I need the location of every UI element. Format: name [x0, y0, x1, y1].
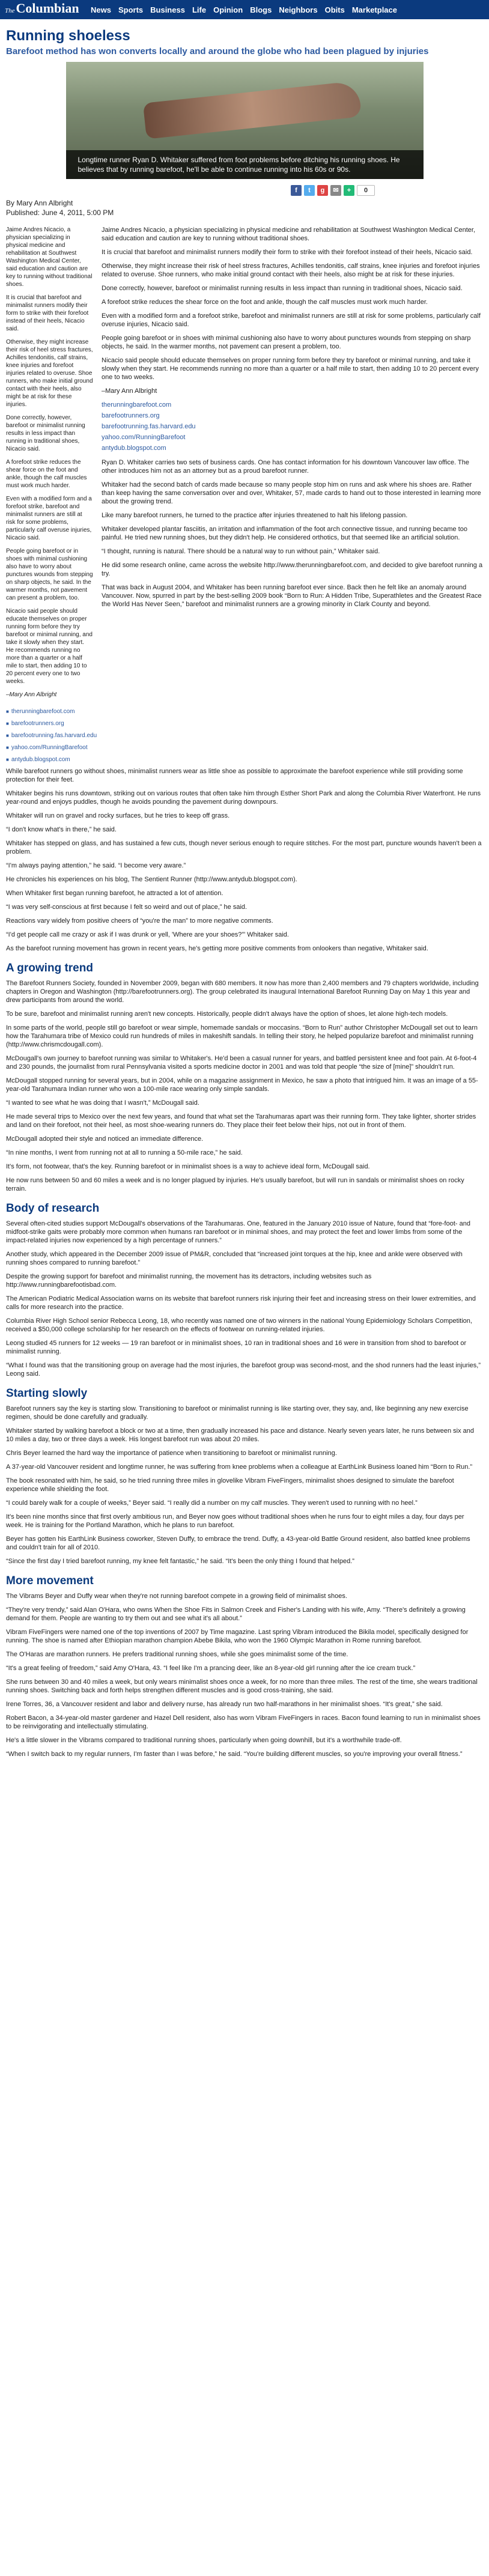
email-icon[interactable]: ✉: [330, 185, 341, 196]
section-heading: A growing trend: [6, 962, 93, 974]
body-paragraph: Despite the growing support for barefoot and minimalist running, the movement has its detractors, including websites such as http://www.runningbarefootisbad.com.: [6, 1273, 372, 1289]
author[interactable]: By Mary Ann Albright: [6, 199, 73, 207]
body-paragraph: As the barefoot running movement has grown in recent years, he's getting more positive comments from onlookers than negative, Whitaker said.: [6, 945, 428, 952]
body-paragraph: The Barefoot Runners Society, founded in November 2009, began with 680 members. It now has more than 2,400 members and 79 chapters worldwide, including chapters in Oregon and Washington (http://barefootrunners.org). The group celebrated its inaugural International Barefoot Running Day on May 1 this year and drew participants from around the world.: [6, 980, 479, 1004]
article-content: [0, 19, 489, 1770]
body-paragraph: Several often-cited studies support McDougall's observations of the Tarahumaras. One, featured in the January 2010 issue of Nature, found that “fore-foot- and midfoot-strike gaits were probably more common when humans ran barefoot or in minimal shoes, and may protect the feet and lower limbs from some of the impact-related injuries now experienced by a high percentage of runners.”: [6, 1220, 470, 1244]
lead-photo[interactable]: [66, 62, 424, 179]
body-paragraph: Vibram FiveFingers were named one of the top inventions of 2007 by Time magazine. Last spring Vibram introduced the Bikila model, specifically designed for running. The shoe is named after Ethiopian marathon champion Abebe Bikila, who won the 1960 Olympic Marathon in Rome running barefoot.: [6, 1629, 469, 1644]
main-link[interactable]: barefootrunning.fas.harvard.edu: [102, 423, 196, 430]
section-heading: More movement: [6, 1575, 94, 1587]
body-paragraph: “They're very trendy,” said Alan O'Hara, who owns When the Shoe Fits in Salmon Creek and Fisher's Landing with his wife, Amy. “There's definitely a growing demand for them. People are wanting to try them out and see what it's all about.”: [6, 1606, 466, 1622]
body-paragraph: She runs between 30 and 40 miles a week, but only wears minimalist shoes once a week, for no more than three miles. The rest of the time, she wears traditional running shoes. Switching back and forth helps strengthen different muscles and is good cross-training, she said.: [6, 1678, 478, 1694]
sidebar-paragraph: Nicacio said people should educate themselves on proper running form before they try barefoot or minimal running, and take it slowly when they start. He recommends running no more than a quarter or a half mile to start, then adding 10 to 20 percent every one to two weeks.: [6, 608, 93, 685]
nav-neighbors[interactable]: Neighbors: [279, 5, 318, 14]
body-paragraph: He's a little slower in the Vibrams compared to traditional running shoes, particularly when going downhill, but it's a worthwhile trade-off.: [6, 1737, 402, 1744]
body-paragraph: He made several trips to Mexico over the next few years, and found that what set the Tarahumaras apart was their running form. They take lighter, shorter strides and land on their forefoot, not their heel, as most shoe-wearing runners do. They place their feet below their hips, not out in front of them.: [6, 1113, 476, 1129]
body-paragraph: The American Podiatric Medical Association warns on its website that barefoot runners risk injuring their feet and increasing stress on their lower extremities, and calls for more research into the practice.: [6, 1295, 476, 1311]
section-heading: Starting slowly: [6, 1387, 88, 1400]
body-paragraph: To be sure, barefoot and minimalist running aren't new concepts. Historically, people didn't always have the option of shoes, let alone high-tech models.: [6, 1010, 448, 1018]
nav-life[interactable]: Life: [192, 5, 207, 14]
sidebar-box: [6, 226, 97, 767]
body-paragraph: Irene Torres, 36, a Vancouver resident and labor and delivery nurse, has already run two half-marathons in her minimalist shoes. “It's great,” she said.: [6, 1701, 443, 1708]
nav-blogs[interactable]: Blogs: [250, 5, 272, 14]
sidebar-paragraph: People going barefoot or in shoes with minimal cushioning also have to worry about punctures wounds from stepping on sharp objects, he said. In the warmer months, not pavement can present a problem, too.: [6, 548, 93, 601]
sidebar-signature: –Mary Ann Albright: [6, 691, 57, 698]
body-paragraph: Beyer has gotten his EarthLink Business coworker, Steven Duffy, to embrace the trend. Duffy, a 43-year-old Battle Ground resident, also battled knee problems and couldn't train for all of 2010.: [6, 1536, 470, 1551]
nav-news[interactable]: News: [91, 5, 111, 14]
sidebar-paragraph: Jaime Andres Nicacio, a physician specializing in physical medicine and rehabilitation at Southwest Washington Medical Center, said education and caution are key to running without traditional shoes.: [6, 226, 93, 288]
body-paragraph: He now runs between 50 and 60 miles a week and is no longer plagued by injuries. He's usually barefoot, but will run in sandals or minimalist shoes on rocky terrain.: [6, 1177, 464, 1192]
nav-obits[interactable]: Obits: [324, 5, 345, 14]
byline: [6, 198, 483, 217]
google-plus-icon[interactable]: g: [317, 185, 328, 196]
body-paragraph: “I could barely walk for a couple of weeks,” Beyer said. “I really did a number on my calf muscles. They weren't used to running with no heel.”: [6, 1499, 418, 1507]
main-nav: [91, 5, 397, 14]
twitter-icon[interactable]: t: [304, 185, 315, 196]
body-paragraph: McDougall's own journey to barefoot running was similar to Whitaker's. He'd been a casual runner for years, and battled persistent knee and foot pain. At 6-foot-4 and 230 pounds, the journalist from rural Pennsylvania visited a sports medicine doctor in 2001 and was told that people “the size of [mine]” shouldn't run.: [6, 1055, 477, 1071]
nav-marketplace[interactable]: Marketplace: [351, 5, 397, 14]
nav-sports[interactable]: Sports: [118, 5, 144, 14]
article-signature: –Mary Ann Albright: [102, 387, 157, 395]
body-paragraph: “I'd get people call me crazy or ask if I was drunk or yell, 'Where are your shoes?'” Whitaker said.: [6, 931, 289, 938]
sidebar-paragraph: A forefoot strike reduces the shear force on the foot and ankle, though the calf muscles must work much harder.: [6, 459, 87, 489]
article-paragraph: It is crucial that barefoot and minimalist runners modify their form to strike with their forefoot instead of their heels, Nicacio said.: [102, 249, 473, 256]
main-links: [102, 401, 483, 453]
body-paragraph: “In nine months, I went from running not at all to running a 50-mile race,” he said.: [6, 1149, 243, 1156]
article-paragraph: Nicacio said people should educate themselves on proper running form before they try barefoot or minimal running, and take it slowly when they start. He recommends running no more than a quarter or a half mile to start, then adding 10 to 20 percent every one to two weeks.: [102, 357, 479, 381]
sidebar-paragraph: Even with a modified form and a forefoot strike, barefoot and minimalist runners are still at risk for some problems, particularly calf overuse injuries, Nicacio said.: [6, 496, 92, 541]
main-link[interactable]: barefootrunners.org: [102, 412, 160, 419]
share-icon[interactable]: +: [344, 185, 354, 196]
body-paragraph: When Whitaker first began running barefoot, he attracted a lot of attention.: [6, 890, 223, 897]
body-paragraph: Whitaker will run on gravel and rocky surfaces, but he tries to keep off grass.: [6, 812, 230, 819]
article-paragraph: Like many barefoot runners, he turned to the practice after injuries threatened to halt his lifelong passion.: [102, 512, 408, 519]
article-body: [6, 767, 483, 1758]
article-paragraph: Ryan D. Whitaker carries two sets of business cards. One has contact information for his downtown Vancouver law office. The other introduces him not as an attorney but as a proud barefoot runner.: [102, 459, 470, 475]
body-paragraph: It's been nine months since that first overly ambitious run, and Beyer now goes without traditional shoes when he runs four to eight miles a day, four days per week. He is training for the Portland Marathon, which he plans to run barefoot.: [6, 1513, 464, 1529]
body-paragraph: Barefoot runners say the key is starting slow. Transitioning to barefoot or minimalist running is like starting over, they say, and, like beginning any new exercise regimen, should be done carefully and gradually.: [6, 1405, 469, 1421]
article-deck: Barefoot method has won converts locally and around the globe who had been plagued by injuries: [6, 46, 429, 56]
sidebar-paragraph: It is crucial that barefoot and minimalist runners modify their form to strike with their forefoot instead of their heels, Nicacio said.: [6, 294, 89, 332]
body-paragraph: Another study, which appeared in the December 2009 issue of PM&R, concluded that “increased joint torques at the hip, knee and ankle were observed with running shoes compared to running barefoot.”: [6, 1251, 463, 1266]
body-paragraph: It's form, not footwear, that's the key. Running barefoot or in minimalist shoes is a way to achieve ideal form, McDougall said.: [6, 1163, 370, 1170]
body-paragraph: “Since the first day I tried barefoot running, my knee felt fantastic,” he said. “It's been the only thing I found that helped.”: [6, 1558, 354, 1565]
body-paragraph: Robert Bacon, a 34-year-old master gardener and Hazel Dell resident, also has worn Vibram FiveFingers in races. Bacon found learning to run in minimalist shoes to be reinvigorating and intellectually stimulating.: [6, 1715, 481, 1730]
body-paragraph: Chris Beyer learned the hard way the importance of patience when transitioning to barefoot or minimalist running.: [6, 1450, 337, 1457]
body-paragraph: “When I switch back to my regular runners, I'm faster than I was before,” he said. “You're building different muscles, so you're improving your overall fitness.”: [6, 1751, 463, 1758]
article-paragraph: A forefoot strike reduces the shear force on the foot and ankle, though the calf muscles must work much harder.: [102, 299, 428, 306]
share-bar: [6, 185, 375, 196]
body-paragraph: Whitaker begins his runs downtown, striking out on various routes that often take him through Esther Short Park and along the Columbia River Waterfront. He runs year-round and enjoys puddles, though he avoids pounding the pavement during downpours.: [6, 790, 481, 806]
body-paragraph: The O'Haras are marathon runners. He prefers traditional running shoes, while she goes minimalist some of the time.: [6, 1651, 348, 1658]
sidebar-link[interactable]: ■ antydub.blogspot.com: [6, 755, 93, 764]
sidebar-link[interactable]: ■ yahoo.com/RunningBarefoot: [6, 743, 93, 752]
main-link[interactable]: therunningbarefoot.com: [102, 401, 172, 409]
site-logo[interactable]: TheColumbian: [5, 1, 79, 16]
section-heading: Body of research: [6, 1202, 100, 1215]
article-paragraph: Jaime Andres Nicacio, a physician specializing in physical medicine and rehabilitation at Southwest Washington Medical Center, said education and caution are key to running without traditional shoes.: [102, 226, 476, 242]
body-paragraph: “I'm always paying attention,” he said. “I become very aware.”: [6, 862, 186, 869]
body-paragraph: The Vibrams Beyer and Duffy wear when they're not running barefoot compete in a growing field of minimalist shoes.: [6, 1593, 347, 1600]
body-paragraph: “I was very self-conscious at first because I felt so weird and out of place,” he said.: [6, 904, 248, 911]
publish-date: Published: June 4, 2011, 5:00 PM: [6, 208, 114, 217]
body-paragraph: Columbia River High School senior Rebecca Leong, 18, who recently was named one of two winners in the national Young Epidemiology Scholars Competition, received a $50,000 college scholarship for her research on the effects of footwear on running-related injuries.: [6, 1317, 472, 1333]
body-paragraph: McDougall stopped running for several years, but in 2004, while on a magazine assignment in Mexico, he saw a photo that intrigued him. It was an image of a 55-year-old Tarahumara Indian runner who won a 100-mile race wearing only simple sandals.: [6, 1077, 478, 1093]
nav-business[interactable]: Business: [150, 5, 185, 14]
top-nav-bar: [0, 0, 489, 19]
article-paragraph: “I thought, running is natural. There should be a natural way to run without pain,” Whitaker said.: [102, 548, 380, 555]
photo-caption: Longtime runner Ryan D. Whitaker suffered from foot problems before ditching his running shoes. He believes that by running barefoot, he'll be able to continue running into his 60s or 90s.: [66, 150, 424, 179]
article-columns: [6, 226, 483, 767]
body-paragraph: “I don't know what's in there,” he said.: [6, 826, 117, 833]
bare-foot-image: [142, 80, 361, 139]
body-paragraph: Reactions vary widely from positive cheers of “you're the man” to more negative comments.: [6, 917, 273, 925]
sidebar-links: [6, 707, 97, 764]
share-count: 0: [357, 185, 375, 196]
sidebar-link[interactable]: ■ therunningbarefoot.com: [6, 707, 93, 716]
body-paragraph: “It's a great feeling of freedom,” said Amy O'Hara, 43. “I feel like I'm a prancing deer, like an 8-year-old girl running after the ice cream truck.”: [6, 1665, 416, 1672]
article-title: Running shoeless: [6, 28, 130, 44]
sidebar-link[interactable]: ■ barefootrunning.fas.harvard.edu: [6, 731, 93, 740]
body-paragraph: While barefoot runners go without shoes, minimalist runners wear as little shoe as possible to approximate the barefoot experience while still providing some protection for their feet.: [6, 768, 463, 783]
article-paragraph: Whitaker had the second batch of cards made because so many people stop him on runs and ask where his shoes are. Rather than keep having the same conversation over and over, Whitaker, 57, made cards to hand out to those interested in learning more about the growing trend.: [102, 481, 481, 505]
body-paragraph: The book resonated with him, he said, so he tried running three miles in glovelike Vibram FiveFingers, minimalist shoes designed to simulate the barefoot experience while shielding the foot.: [6, 1477, 454, 1493]
body-paragraph: Whitaker has stepped on glass, and has sustained a few cuts, though never serious enough to require stitches. For the most part, puncture wounds haven't been a problem.: [6, 840, 482, 855]
body-paragraph: Leong studied 45 runners for 12 weeks — 19 ran barefoot or in minimalist shoes, 10 ran in traditional shoes and 16 were in transition from shod to barefoot or minimalist running.: [6, 1340, 467, 1355]
body-paragraph: A 37-year-old Vancouver resident and longtime runner, he was suffering from knee problems when a colleague at EarthLink Business loaned him “Born to Run.”: [6, 1463, 473, 1471]
article-paragraph: Otherwise, they might increase their risk of heel stress fractures, Achilles tendonitis, calf strains, knee injuries and forefoot injuries related to overuse. Shoe runners, who make initial ground contact with their heels, also might be at risk for these injuries.: [102, 263, 480, 278]
sidebar-paragraph: Otherwise, they might increase their risk of heel stress fractures, Achilles tendonitis, calf strains, knee injuries and forefoot injuries related to overuse. Shoe runners, who make initial ground contact with their heels, also might be at risk for these injuries.: [6, 339, 93, 408]
article-paragraph: People going barefoot or in shoes with minimal cushioning also have to worry about punctures wounds from stepping on sharp objects, he said. In the warmer months, not pavement can present a problem, too.: [102, 335, 471, 350]
article-paragraph: That was back in August 2004, and Whitaker has been running barefoot ever since. Back then he felt like an anomaly around Vancouver. Now, spurred in part by the best-selling 2009 book “Born to Run: A Hidden Tribe, Superathletes and the Greatest Race the World Has Never Seen,” barefoot and minimalist runners are a growing minority in Clark County and beyond.: [102, 584, 482, 608]
body-paragraph: In some parts of the world, people still go barefoot or wear simple, homemade sandals or moccasins. “Born to Run” author Christopher McDougall set out to learn how the Tarahumara tribe of Mexico could run hundreds of miles in makeshift sandals. In telling their story, he helped popularize barefoot and minimalist running (http://www.chrismcdougall.com).: [6, 1024, 478, 1048]
article-paragraph: Whitaker developed plantar fasciitis, an irritation and inflammation of the foot arch connective tissue, and running became too painful. He tried new running shoes, but they didn't help. He considered orthotics, but that seemed like an artificial solution.: [102, 526, 468, 541]
article-paragraph: He did some research online, came across the website http://www.therunningbarefoot.com, and decided to give barefoot running a try.: [102, 562, 483, 577]
body-paragraph: “I wanted to see what he was doing that I wasn't,” McDougall said.: [6, 1099, 199, 1107]
sidebar-link[interactable]: ■ barefootrunners.org: [6, 719, 93, 728]
article-paragraph: Even with a modified form and a forefoot strike, barefoot and minimalist runners are still at risk for some problems, particularly calf overuse injuries, Nicacio said.: [102, 312, 481, 328]
main-column: [102, 226, 483, 767]
article-paragraph: Done correctly, however, barefoot or minimalist running results in less impact than running in traditional shoes, Nicacio said.: [102, 285, 463, 292]
body-paragraph: “What I found was that the transitioning group on average had the most injuries, the barefoot group was second-most, and the shod runners had the least injuries,” Leong said.: [6, 1362, 481, 1378]
sidebar-paragraph: Done correctly, however, barefoot or minimalist running results in less impact than running in traditional shoes, Nicacio said.: [6, 415, 85, 452]
main-link[interactable]: antydub.blogspot.com: [102, 445, 166, 452]
nav-opinion[interactable]: Opinion: [213, 5, 243, 14]
body-paragraph: McDougall adopted their style and noticed an immediate difference.: [6, 1135, 204, 1143]
body-paragraph: Whitaker started by walking barefoot a block or two at a time, then gradually increased his pace and distance. Nearly seven years later, he runs between six and 10 miles a day, two or three days a week. His longest barefoot run was about 20 miles.: [6, 1427, 474, 1443]
main-link[interactable]: yahoo.com/RunningBarefoot: [102, 434, 186, 441]
body-paragraph: He chronicles his experiences on his blog, The Sentient Runner (http://www.antydub.blogspot.com).: [6, 876, 297, 883]
facebook-icon[interactable]: f: [291, 185, 302, 196]
